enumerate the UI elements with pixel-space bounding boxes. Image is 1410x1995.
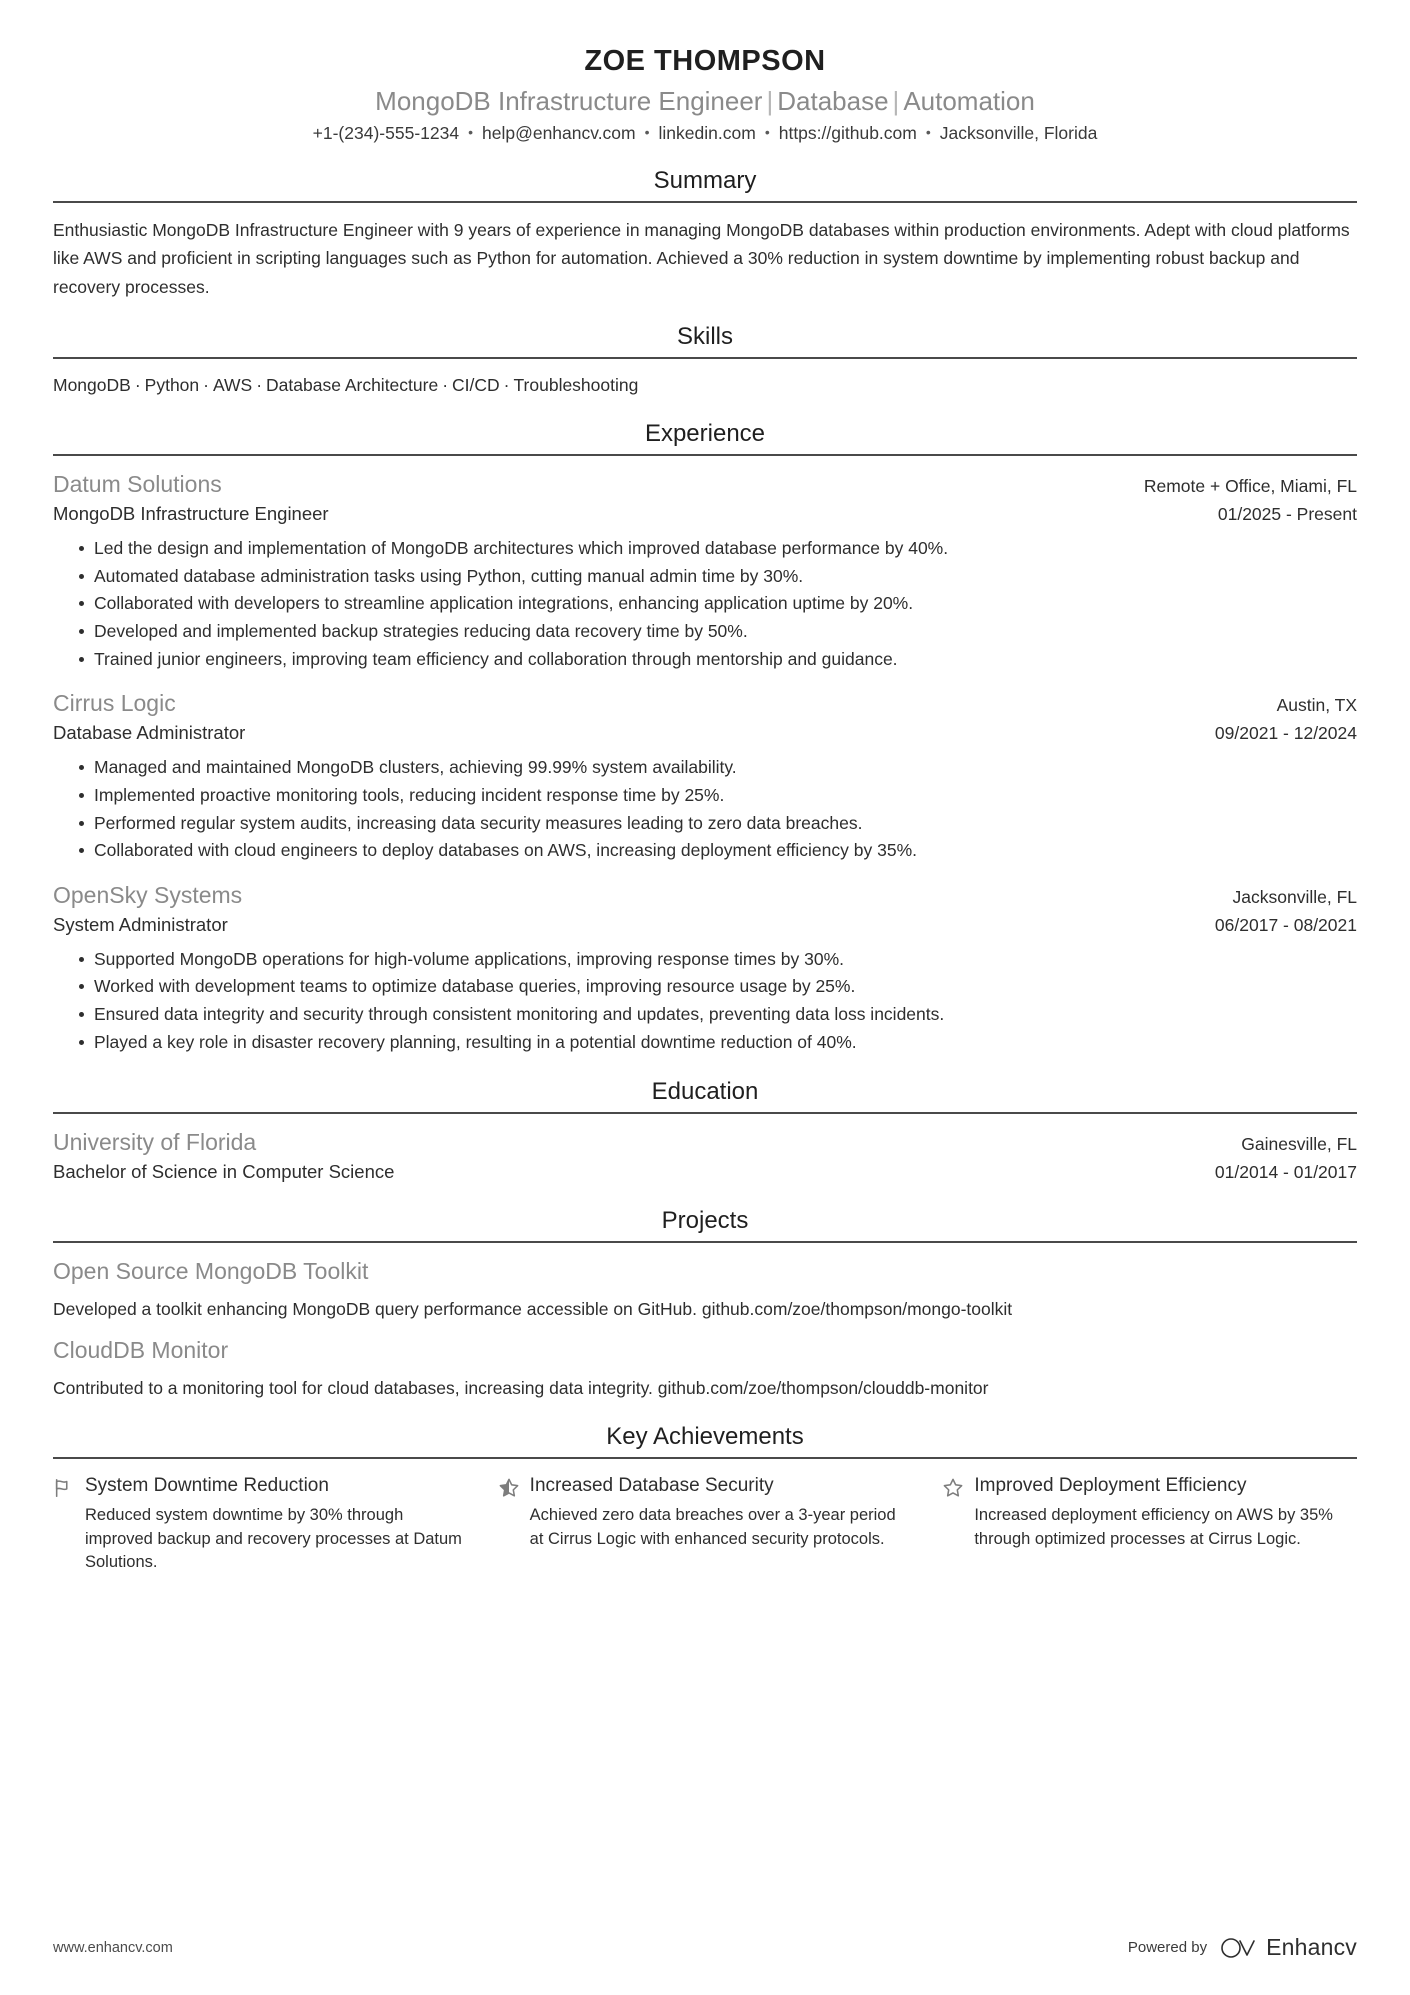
experience-list (53, 470, 1357, 1056)
project-entry (53, 1257, 1357, 1322)
enhancv-brand (1219, 1934, 1357, 1961)
experience-bullets (53, 535, 1357, 673)
achievement-title: Improved Deployment Efficiency (974, 1475, 1247, 1497)
section-summary (53, 167, 1357, 301)
experience-entry (53, 689, 1357, 864)
skill-separator: · (256, 375, 263, 396)
candidate-name: ZOE THOMPSON (584, 45, 826, 77)
skill-separator: · (503, 375, 510, 396)
skill-item: Troubleshooting (513, 375, 639, 396)
headline-part: Automation (903, 85, 1035, 116)
achievement-description: Increased deployment efficiency on AWS by 35% through optimized processes at Cirrus Logic. (974, 1506, 1333, 1548)
section-experience (53, 420, 1357, 1056)
education-entry (53, 1128, 1357, 1185)
skill-item: MongoDB (53, 375, 131, 396)
education-dates: 01/2014 - 01/2017 (1214, 1162, 1357, 1183)
skill-separator: · (203, 375, 209, 396)
section-education (53, 1078, 1357, 1185)
project-entry (53, 1336, 1357, 1401)
experience-entry (53, 881, 1357, 1056)
summary-text: Enthusiastic MongoDB Infrastructure Engineer with 9 years of experience in managing MongoDB databases within production environments. Adept with cloud platforms like AWS and proficient in scripting languages such as Python for automation. Achieved a 30% reduction in system downtime by implementing robust backup and recovery processes. (53, 220, 1350, 297)
resume-header (53, 44, 1357, 145)
flag-icon (53, 1477, 75, 1499)
section-key-achievements (53, 1423, 1357, 1574)
contact-separator: • (644, 124, 650, 141)
star-half-icon (498, 1477, 520, 1499)
achievement-card (942, 1474, 1357, 1574)
experience-location: Jacksonville, FL (1232, 886, 1357, 907)
headline-part: Database (777, 85, 889, 116)
education-list (53, 1128, 1357, 1185)
education-degree: Bachelor of Science in Computer Science (53, 1161, 395, 1183)
achievement-header (942, 1474, 1357, 1499)
section-title-skills: Skills (676, 323, 733, 351)
experience-dates: 09/2021 - 12/2024 (1214, 723, 1357, 744)
experience-header-row (53, 689, 1357, 719)
enhancv-logo-icon (1219, 1936, 1259, 1960)
achievement-card (53, 1474, 468, 1574)
section-title-summary: Summary (653, 167, 757, 195)
contact-line (53, 122, 1357, 145)
section-divider (53, 454, 1357, 456)
experience-header-row (53, 470, 1357, 500)
achievement-title: System Downtime Reduction (85, 1475, 329, 1497)
powered-by-label: Powered by (1127, 1939, 1208, 1956)
skill-item: AWS (212, 375, 253, 396)
experience-bullet: Collaborated with cloud engineers to deploy databases on AWS, increasing deployment efficiency by 35%. (79, 837, 1357, 865)
section-divider (53, 1241, 1357, 1243)
section-projects (53, 1207, 1357, 1401)
footer-site-link[interactable]: www.enhancv.com (53, 1939, 173, 1956)
headline-separator: | (892, 85, 900, 116)
experience-bullet: Performed regular system audits, increasing data security measures leading to zero data breaches. (79, 810, 1357, 838)
skill-item: Python (144, 375, 200, 396)
education-location: Gainesville, FL (1241, 1134, 1357, 1155)
headline-separator: | (766, 85, 774, 116)
experience-role: Database Administrator (53, 722, 246, 744)
page-footer (53, 1934, 1357, 1961)
experience-location: Austin, TX (1276, 695, 1357, 716)
section-divider (53, 201, 1357, 203)
experience-role: MongoDB Infrastructure Engineer (53, 503, 329, 525)
contact-separator: • (764, 124, 770, 141)
achievement-header (53, 1474, 468, 1499)
experience-subheader-row (53, 502, 1357, 527)
experience-bullet: Ensured data integrity and security through consistent monitoring and updates, preventing data loss incidents. (79, 1001, 1357, 1029)
headline-part: MongoDB Infrastructure Engineer (375, 85, 763, 116)
experience-dates: 01/2025 - Present (1217, 504, 1357, 525)
experience-company: Datum Solutions (53, 471, 222, 498)
skills-list (53, 372, 1357, 398)
experience-bullets (53, 754, 1357, 865)
education-header-row (53, 1128, 1357, 1158)
experience-company: Cirrus Logic (53, 690, 176, 717)
contact-item[interactable]: Jacksonville, Florida (939, 123, 1098, 144)
enhancv-brand-name: Enhancv (1266, 1934, 1357, 1960)
experience-entry (53, 470, 1357, 673)
achievements-grid (53, 1474, 1357, 1574)
section-title-key-achievements: Key Achievements (606, 1423, 804, 1451)
experience-location: Remote + Office, Miami, FL (1143, 476, 1357, 497)
experience-bullet: Trained junior engineers, improving team efficiency and collaboration through mentorship and guidance. (79, 646, 1357, 674)
section-title-projects: Projects (661, 1207, 749, 1235)
experience-bullet: Developed and implemented backup strategies reducing data recovery time by 50%. (79, 618, 1357, 646)
candidate-headline (53, 85, 1357, 118)
experience-bullet: Supported MongoDB operations for high-volume applications, improving response times by 30%. (79, 946, 1357, 974)
section-title-education: Education (651, 1078, 759, 1106)
experience-dates: 06/2017 - 08/2021 (1214, 914, 1357, 935)
experience-bullet: Worked with development teams to optimize database queries, improving resource usage by 25%. (79, 973, 1357, 1001)
footer-brand-block (1128, 1934, 1357, 1961)
experience-bullet: Played a key role in disaster recovery planning, resulting in a potential downtime reduction of 40%. (79, 1029, 1357, 1057)
achievement-card (498, 1474, 913, 1574)
section-divider (53, 357, 1357, 359)
project-title: CloudDB Monitor (53, 1337, 229, 1364)
experience-bullets (53, 946, 1357, 1057)
project-description: Contributed to a monitoring tool for cloud databases, increasing data integrity. github.com/zoe/thompson/clouddb-monitor (53, 1378, 989, 1399)
skill-separator: · (134, 375, 141, 396)
contact-item[interactable]: https://github.com (778, 123, 917, 144)
contact-item[interactable]: help@enhancv.com (481, 123, 636, 144)
achievement-description: Achieved zero data breaches over a 3-year period at Cirrus Logic with enhanced security protocols. (529, 1506, 896, 1548)
skill-separator: · (442, 375, 449, 396)
experience-bullet: Implemented proactive monitoring tools, reducing incident response time by 25%. (79, 782, 1357, 810)
contact-separator: • (468, 124, 473, 141)
projects-list (53, 1257, 1357, 1401)
project-title: Open Source MongoDB Toolkit (53, 1258, 369, 1285)
experience-role: System Administrator (53, 913, 228, 935)
experience-bullet: Automated database administration tasks using Python, cutting manual admin time by 30%. (79, 563, 1357, 591)
section-title-experience: Experience (644, 420, 766, 448)
star-outline-icon (942, 1477, 964, 1499)
experience-subheader-row (53, 721, 1357, 746)
experience-bullet: Led the design and implementation of MongoDB architectures which improved database performance by 40%. (79, 535, 1357, 563)
experience-company: OpenSky Systems (53, 881, 243, 908)
experience-bullet: Collaborated with developers to streamline application integrations, enhancing application uptime by 20%. (79, 590, 1357, 618)
section-divider (53, 1457, 1357, 1459)
experience-bullet: Managed and maintained MongoDB clusters, achieving 99.99% system availability. (79, 754, 1357, 782)
experience-subheader-row (53, 913, 1357, 938)
achievement-header (498, 1474, 913, 1499)
contact-item[interactable]: +1-(234)-555-1234 (312, 123, 460, 144)
section-skills (53, 323, 1357, 398)
contact-item[interactable]: linkedin.com (658, 123, 756, 144)
education-school: University of Florida (53, 1129, 257, 1156)
contact-separator: • (925, 124, 931, 141)
skill-item: Database Architecture (266, 375, 439, 396)
achievement-title: Increased Database Security (529, 1475, 774, 1497)
education-subheader-row (53, 1160, 1357, 1185)
section-divider (53, 1112, 1357, 1114)
experience-header-row (53, 881, 1357, 911)
achievement-description: Reduced system downtime by 30% through improved backup and recovery processes at Datum Solutions. (85, 1506, 462, 1572)
skill-item: CI/CD (452, 375, 500, 396)
project-description: Developed a toolkit enhancing MongoDB query performance accessible on GitHub. github.com/zoe/thompson/mongo-toolkit (53, 1298, 1013, 1319)
